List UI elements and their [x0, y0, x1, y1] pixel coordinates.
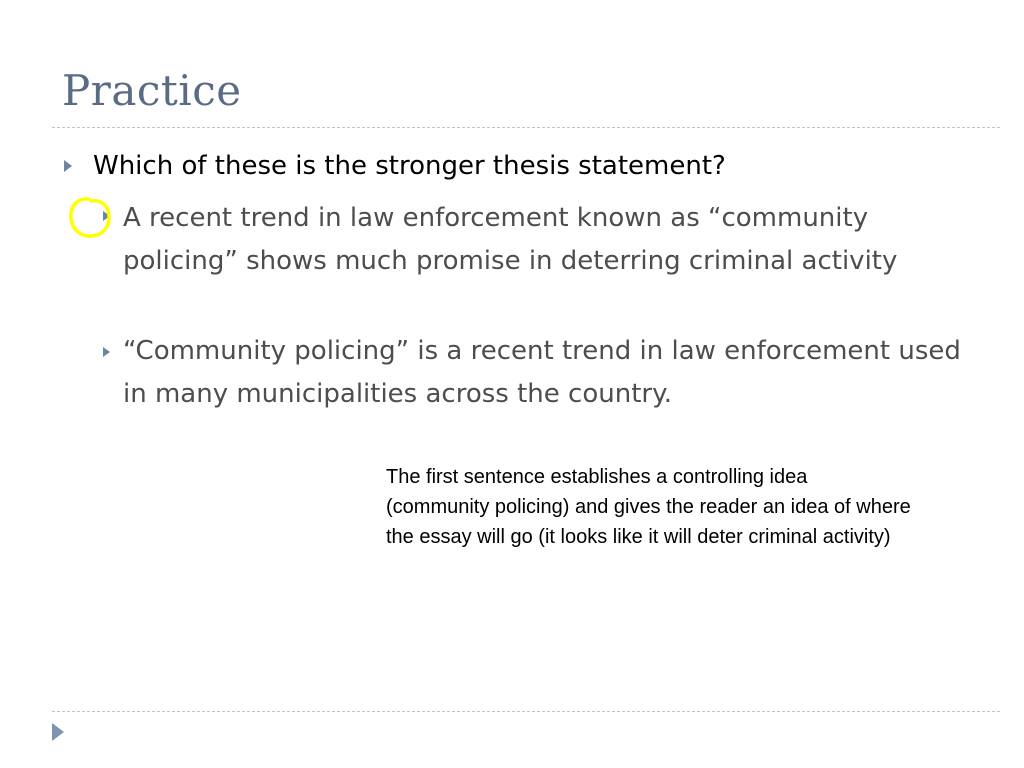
question-text: Which of these is the stronger thesis statement?	[93, 151, 726, 181]
triangle-bullet-icon	[103, 347, 110, 357]
next-slide-arrow-icon[interactable]	[52, 723, 64, 741]
footer-divider	[52, 711, 1000, 712]
title-divider	[52, 127, 1000, 128]
option-one-text: A recent trend in law enforcement known as “community policing” shows much promise in deterring criminal activity	[123, 203, 898, 276]
explanation-note: The first sentence establishes a controlling idea (community policing) and gives the reader an idea of where the essay will go (it looks like it will deter criminal activity)	[386, 466, 911, 548]
triangle-bullet-icon	[64, 160, 72, 172]
highlight-circle-icon	[67, 195, 113, 241]
option-two-text: “Community policing” is a recent trend in law enforcement used in many municipalities across the country.	[123, 336, 961, 409]
slide-title: Practice	[62, 66, 242, 115]
